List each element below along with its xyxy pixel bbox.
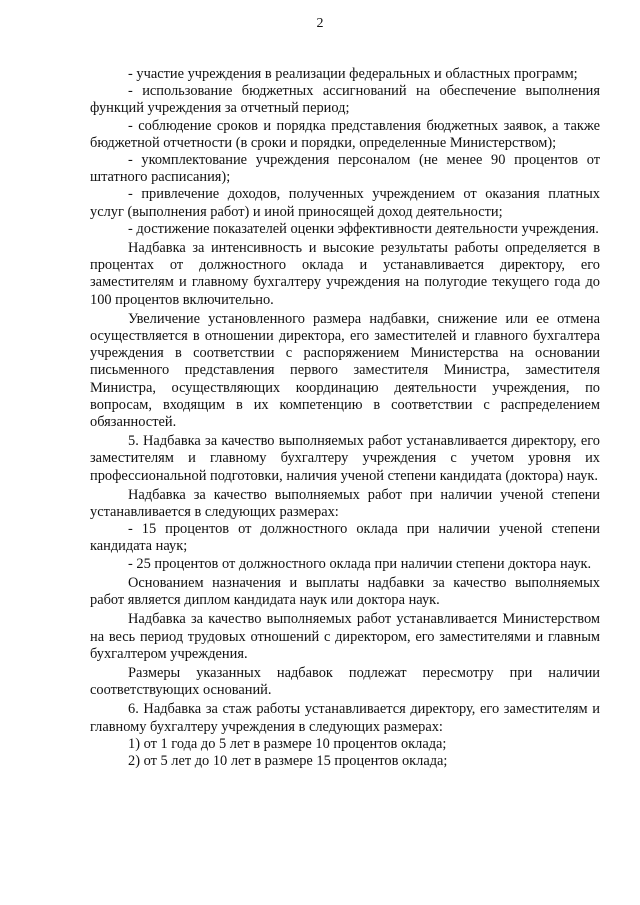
list-item-candidate-degree: - 15 процентов от должностного оклада при наличии ученой степени кандидата наук; <box>90 521 600 555</box>
page-number: 2 <box>316 16 324 31</box>
list-item-income: - привлечение доходов, полученных учреждением от оказания платных услуг (выполнения работ) и иной приносящей доход деятельности; <box>90 186 600 220</box>
list-item-programs: - участие учреждения в реализации федеральных и областных программ; <box>128 66 578 82</box>
paragraph-revision: Размеры указанных надбавок подлежат пересмотру при наличии соответствующих оснований. <box>90 664 600 699</box>
paragraph-degree-bonus: Надбавка за качество выполняемых работ при наличии ученой степени устанавливается в следующих размерах: <box>90 486 600 521</box>
paragraph-intensity-bonus: Надбавка за интенсивность и высокие результаты работы определяется в процентах от должностного оклада и устанавливается директору, его заместителям и главному бухгалтеру учреждения на полугодие текущего года до 100 процентов включительно. <box>90 240 600 308</box>
paragraph-quality-bonus: 5. Надбавка за качество выполняемых работ устанавливается директору, его заместителям и главному бухгалтеру учреждения с учетом уровня их профессиональной подготовки, наличия ученой степени кандидата (доктора) наук. <box>90 433 600 484</box>
paragraph-bonus-change: Увеличение установленного размера надбавки, снижение или ее отмена осуществляется в отношении директора, его заместителей и главного бухгалтера учреждения в соответствии с распоряжением Министерства на основании письменного представления первого заместителя Министра, заместителя Министра, осуществляющих координацию деятельности учреждения, по вопросам, входящим в их компетенцию в соответствии с распределением обязанностей. <box>90 310 600 431</box>
list-item-seniority-1-5: 1) от 1 года до 5 лет в размере 10 процентов оклада; <box>128 735 447 752</box>
paragraph-diploma-basis: Основанием назначения и выплаты надбавки за качество выполняемых работ является диплом кандидата наук или доктора наук. <box>90 574 600 609</box>
document-body <box>90 66 600 770</box>
list-item-efficiency: - достижение показателей оценки эффективности деятельности учреждения. <box>128 220 599 237</box>
list-item-staffing: - укомплектование учреждения персоналом (не менее 90 процентов от штатного расписания); <box>90 152 600 186</box>
list-item-budget-allocations: - использование бюджетных ассигнований на обеспечение выполнения функций учреждения за отчетный период; <box>90 83 600 117</box>
list-item-seniority-5-10: 2) от 5 лет до 10 лет в размере 15 процентов оклада; <box>128 752 448 769</box>
list-item-budget-requests: - соблюдение сроков и порядка представления бюджетных заявок, а также бюджетной отчетности (в сроки и порядки, определенные Министерством); <box>90 117 600 151</box>
paragraph-ministry-period: Надбавка за качество выполняемых работ устанавливается Министерством на весь период трудовых отношений с директором, его заместителями и главным бухгалтером учреждения. <box>90 611 600 662</box>
list-item-doctor-degree: - 25 процентов от должностного оклада при наличии степени доктора наук. <box>128 555 592 572</box>
paragraph-seniority-bonus: 6. Надбавка за стаж работы устанавливается директору, его заместителям и главному бухгалтеру учреждения в следующих размерах: <box>90 701 600 735</box>
